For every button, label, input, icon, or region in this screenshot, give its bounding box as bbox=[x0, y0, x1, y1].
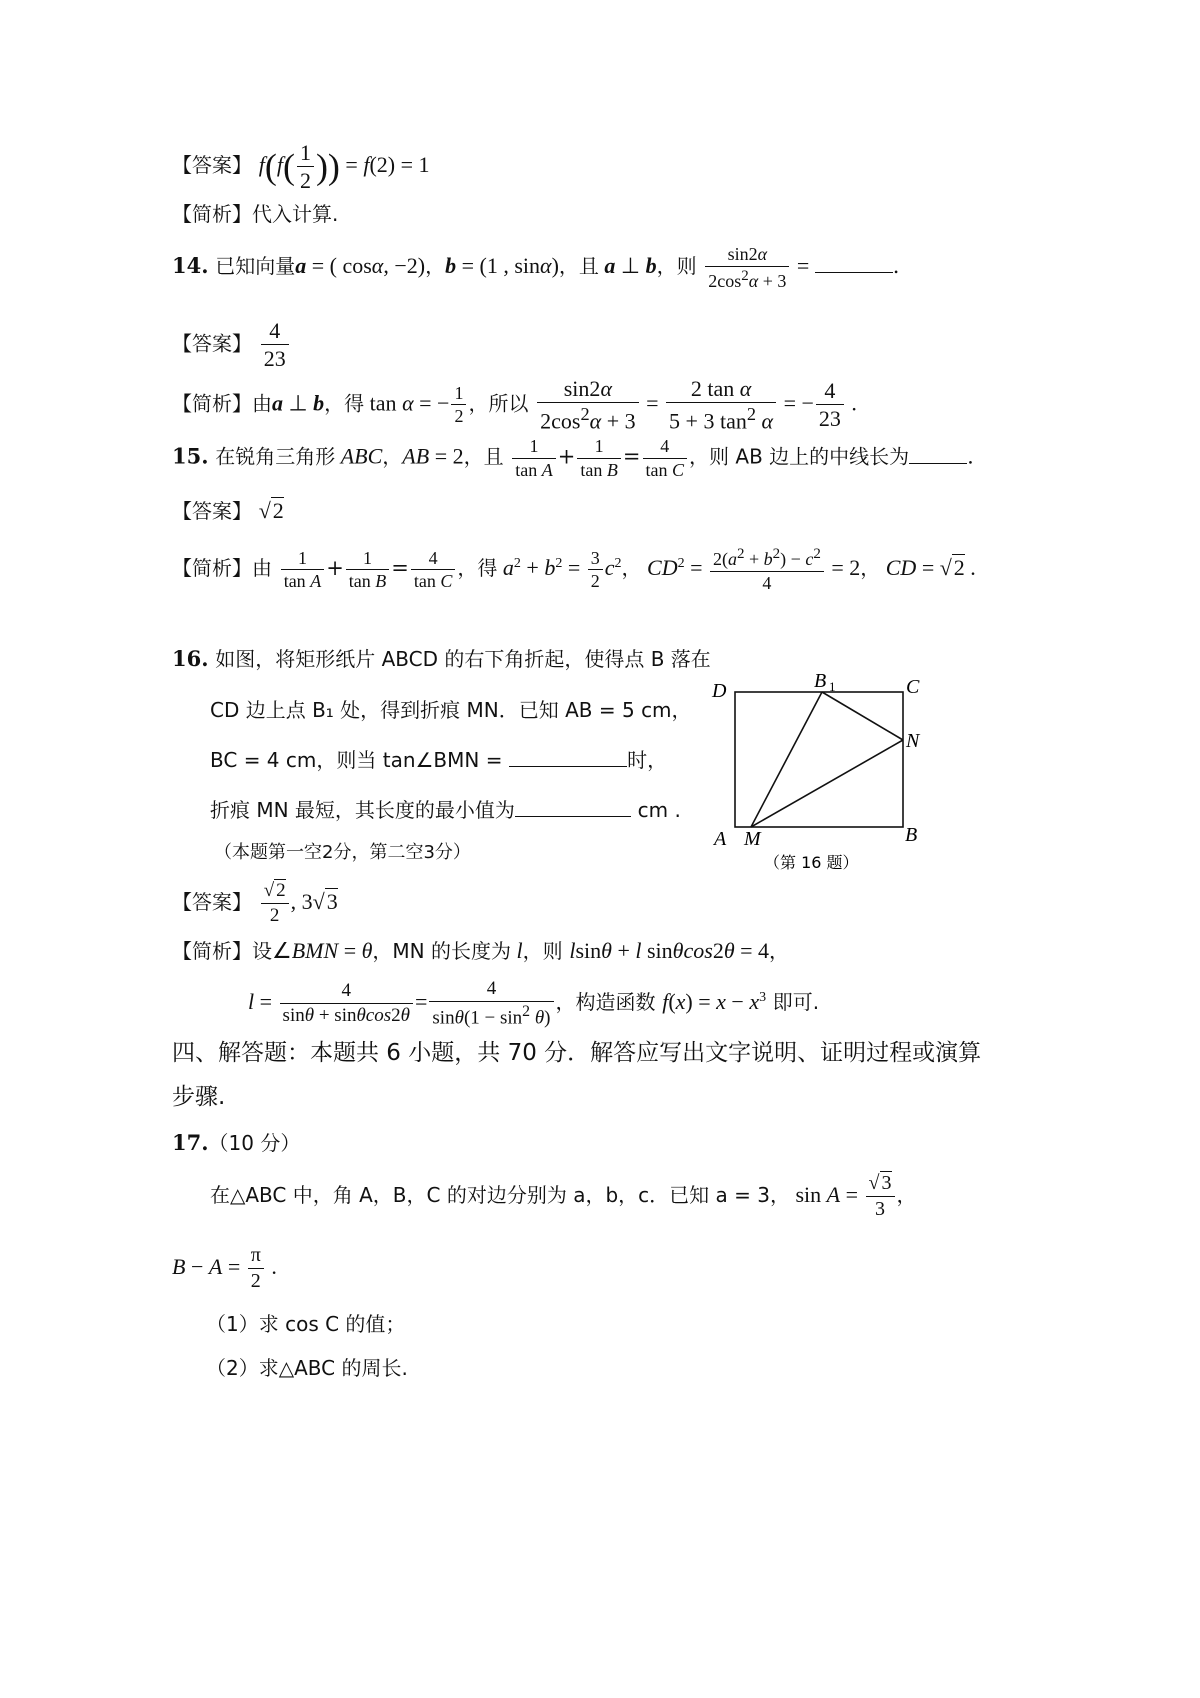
q13-analysis-text: 代入计算. bbox=[252, 202, 339, 226]
label-n: N bbox=[906, 730, 920, 752]
q15-number: 15. bbox=[172, 443, 209, 469]
answer-tag: 【答案】 bbox=[172, 889, 252, 914]
analysis-tag: 【简析】 bbox=[172, 391, 252, 416]
q14-answer-den: 23 bbox=[263, 346, 286, 372]
q14-answer-blank bbox=[815, 271, 893, 273]
q14-then: 则 bbox=[676, 254, 697, 279]
q15-answer: √2 bbox=[258, 498, 284, 523]
q15-stem: 15. 在锐角三角形 ABC，AB = 2，且 $\frac{1}{\text{tan A}}$ + $\frac{1}{\text{tan B}}$ = $\frac{4}{\text{tan C}}$ ，则 AB 边上的中线长为 . bbox=[172, 436, 974, 480]
q16-blank-1 bbox=[509, 765, 627, 767]
q14-answer-line bbox=[172, 318, 291, 372]
answer-tag: 【答案】 bbox=[172, 499, 252, 523]
q16-line2: CD 边上点 B₁ 处，得到折痕 MN．已知 AB = 5 cm， bbox=[210, 698, 692, 722]
q17-header bbox=[172, 1130, 300, 1156]
q17-stem-line1: 在△ABC 中，角 A，B，C 的对边分别为 a，b，c．已知 a = 3， sin A = $\frac{√ 3}{3}$ ， bbox=[210, 1172, 917, 1220]
q16-answer-line: 【答案】 $\frac{√ 2}{2}$ , 3√3 bbox=[172, 880, 338, 926]
q13-answer-line bbox=[172, 140, 430, 194]
answer-tag: 【答案】 bbox=[172, 152, 252, 177]
q15-answer-line bbox=[172, 498, 284, 524]
q13-analysis-line bbox=[172, 202, 338, 227]
analysis-tag: 【简析】 bbox=[172, 202, 252, 226]
q14-analysis-line: 【简析】由a ⊥ b，得 tan α = − $\frac{1}{2}$ ，所以 $\frac{\sin 2\alpha}{2\cos^2\alpha + 3}$ = $\frac{\text{2 tan α}}{5 + 3 \tan^2 \alpha}$ = − $\frac{4}{23}$ . bbox=[172, 376, 857, 434]
q16-blank-2 bbox=[515, 815, 631, 817]
q16-figure bbox=[700, 665, 940, 890]
q16-line1: 16. 如图，将矩形纸片 ABCD 的右下角折起，使得点 B 落在 bbox=[172, 646, 711, 671]
q14-stem-intro: 已知向量 bbox=[215, 254, 296, 279]
label-a: A bbox=[714, 828, 727, 850]
section4-heading-line2: 步骤. bbox=[172, 1084, 226, 1110]
label-d: D bbox=[712, 680, 727, 702]
q16-score-note: （本题第一空2分，第二空3分） bbox=[214, 842, 471, 863]
q13-answer-formula: f(f( $\frac{1}{2}$ )) = f(2) = 1 bbox=[258, 140, 430, 194]
q17-part1: （1）求 cos C 的值； bbox=[206, 1312, 406, 1336]
analysis-tag: 【简析】 bbox=[172, 939, 252, 963]
rectangle-abcd bbox=[735, 692, 903, 827]
q16-analysis-line2: l = $\frac{4}{\sin\theta + \sin\theta\cos 2\theta}$ = $\frac{4}{\sin\theta(1 - \sin^2 \theta)}$ ，构造函数 $f(x) = x - x^3$ 即可. bbox=[248, 978, 820, 1029]
fold-line-b1n bbox=[822, 692, 903, 740]
q16-number: 16. bbox=[172, 646, 209, 671]
q15-answer-blank bbox=[909, 462, 967, 464]
q16-line3: BC = 4 cm，则当 tan∠BMN = 时， bbox=[210, 748, 668, 772]
q16-line4: 折痕 MN 最短，其长度的最小值为 cm . bbox=[210, 798, 681, 822]
q14-answer-num: 4 bbox=[261, 318, 289, 345]
q14-number: 14. bbox=[172, 253, 209, 279]
q14-and: 且 bbox=[578, 254, 599, 279]
label-b: B bbox=[905, 824, 918, 846]
q14-stem: 14. 已知向量a = ( cosα, −2)，b = (1 , sinα)，且 a ⊥ b，则 $\frac{\sin 2\alpha}{2\cos^2\alpha + 3}$ = . bbox=[172, 244, 900, 291]
label-b1-sub: 1 bbox=[829, 679, 836, 694]
q17-stem-line2: B − A = $\frac{\pi}{2}$ . bbox=[172, 1244, 277, 1292]
answer-tag: 【答案】 bbox=[172, 331, 252, 356]
analysis-tag: 【简析】 bbox=[172, 556, 252, 581]
figure-caption: （第 16 题） bbox=[764, 853, 859, 872]
q17-part2: （2）求△ABC 的周长. bbox=[206, 1356, 408, 1380]
q17-score: （10 分） bbox=[208, 1131, 301, 1155]
section4-heading-line1: 四、解答题：本题共 6 小题，共 70 分．解答应写出文字说明、证明过程或演算 bbox=[172, 1040, 982, 1066]
q15-analysis-line: 【简析】由 $\frac{1}{\text{tan A}}$ + $\frac{1}{\text{tan B}}$ = $\frac{4}{\text{tan C}}$ ，得 $a^2 + b^2$ = $\frac{3}{2}$ $c^2$， $CD^2$ = $\frac{2(a^2 + b^2) - c^2}{4}$ = 2， CD = √2 . bbox=[172, 546, 976, 593]
label-c: C bbox=[906, 676, 920, 698]
label-m: M bbox=[744, 828, 761, 850]
label-b1: B bbox=[814, 670, 827, 692]
q17-number: 17. bbox=[172, 1130, 209, 1155]
q16-analysis-line1: 【简析】设∠BMN = θ，MN 的长度为 l，则 lsinθ + l sinθcos2θ = 4， bbox=[172, 938, 790, 963]
